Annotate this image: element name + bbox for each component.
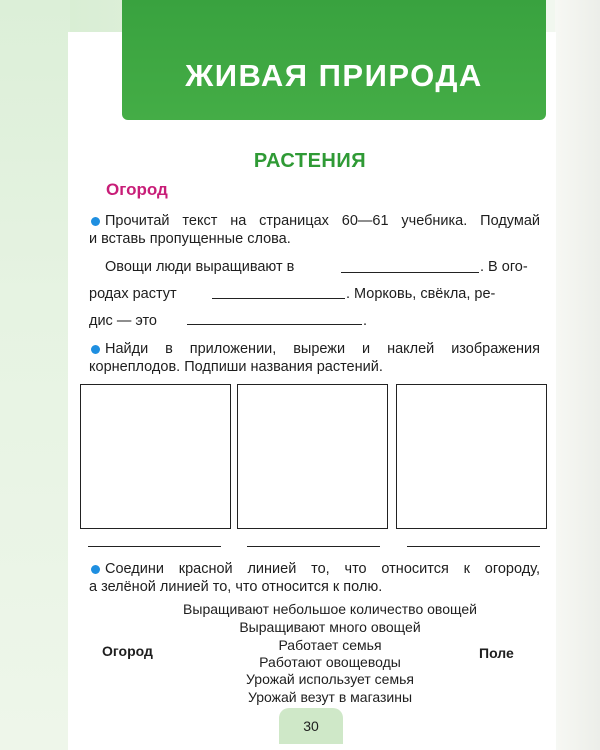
caption-blank-1[interactable] <box>88 546 221 547</box>
chapter-title: ЖИВАЯ ПРИРОДА <box>185 58 483 93</box>
task2-instruction-line1: Найди в приложении, вырежи и наклей изображения <box>105 341 540 357</box>
bullet-icon <box>91 565 100 574</box>
match-item[interactable]: Работают овощеводы <box>259 654 401 670</box>
sticker-box-2[interactable] <box>237 384 388 529</box>
answer-blank-2[interactable] <box>212 298 345 299</box>
section-title: РАСТЕНИЯ <box>253 150 367 172</box>
topic-title: Огород <box>106 180 168 199</box>
answer-blank-1[interactable] <box>341 272 479 273</box>
task1-sentence2-start: родах растут <box>89 286 177 302</box>
task1-sentence1-start: Овощи люди выращивают в <box>105 259 295 275</box>
task3-instruction-line2: а зелёной линией то, что относится к полю. <box>89 579 383 595</box>
bullet-icon <box>91 345 100 354</box>
label-field: Поле <box>479 645 514 661</box>
task1-sentence3-end: . <box>363 313 368 329</box>
match-item[interactable]: Работает семья <box>278 637 382 653</box>
task1-sentence3-start: дис — это <box>89 313 157 329</box>
caption-blank-3[interactable] <box>407 546 540 547</box>
task1-sentence1-end: . В ого- <box>480 259 528 275</box>
chapter-header <box>122 0 546 120</box>
task1-instruction-line1: Прочитай текст на страницах 60—61 учебника. Подумай <box>105 213 540 229</box>
sticker-box-1[interactable] <box>80 384 231 529</box>
background-left <box>0 0 70 750</box>
page-number: 30 <box>279 708 343 744</box>
bullet-icon <box>91 217 100 226</box>
task2-instruction-line2: корнеплодов. Подпиши названия растений. <box>89 359 383 375</box>
label-garden: Огород <box>102 643 153 659</box>
match-item[interactable]: Выращивают небольшое количество овощей <box>183 601 477 617</box>
task3-instruction-line1: Соедини красной линией то, что относится к огороду, <box>105 561 540 577</box>
caption-blank-2[interactable] <box>247 546 380 547</box>
task1-sentence2-end: . Морковь, свёкла, ре- <box>346 286 496 302</box>
answer-blank-3[interactable] <box>187 324 362 325</box>
match-item[interactable]: Урожай везут в магазины <box>247 689 413 705</box>
match-item[interactable]: Урожай использует семья <box>246 671 414 687</box>
task1-instruction-line2: и вставь пропущенные слова. <box>89 231 291 247</box>
sticker-box-3[interactable] <box>396 384 547 529</box>
match-item[interactable]: Выращивают много овощей <box>239 619 421 635</box>
